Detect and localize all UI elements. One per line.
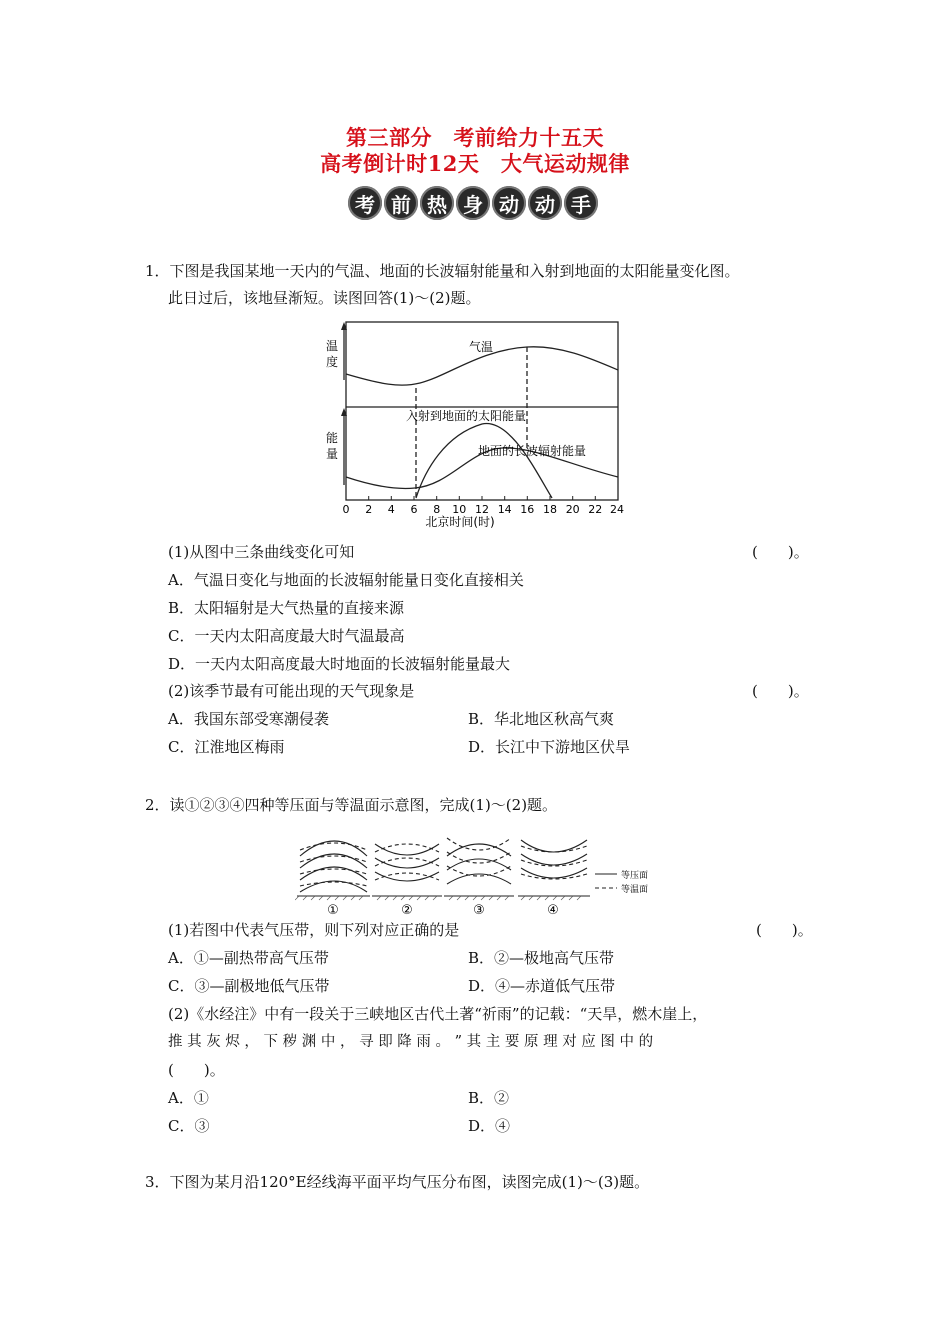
option[interactable]: C．一天内太阳高度最大时气温最高: [168, 627, 405, 645]
panel-1: [297, 841, 370, 896]
legend-dashed-label: 等温面: [621, 885, 649, 895]
x-tick: 18: [543, 503, 557, 516]
option[interactable]: B．太阳辐射是大气热量的直接来源: [168, 599, 405, 617]
q1-stem-line1: 1．下图是我国某地一天内的气温、地面的长波辐射能量和入射到地面的太阳能量变化图。: [145, 262, 740, 280]
y-label-bottom-1: 能: [325, 431, 339, 445]
q2-stem: 2．读①②③④四种等压面与等温面示意图，完成(1)～(2)题。: [145, 796, 558, 814]
q1-figure: [320, 320, 630, 530]
option[interactable]: C．③: [168, 1117, 210, 1135]
option[interactable]: B．华北地区秋高气爽: [468, 710, 615, 728]
curve-solar: [416, 424, 552, 498]
q2-sub1-stem: (1)若图中代表气压带，则下列对应正确的是: [168, 921, 460, 939]
x-tick: 14: [497, 503, 512, 516]
warmup-badge: [348, 186, 598, 222]
legend-solid-label: 等压面: [621, 871, 649, 881]
x-tick: 10: [452, 503, 467, 516]
x-tick: 12: [475, 503, 489, 516]
panel-3: [444, 838, 514, 896]
panel-label: ③: [473, 903, 485, 918]
q2-sub2-line2: 推 其 灰 烬 ， 下 秽 渊 中 ， 寻 即 降 雨 。 ” 其 主 要 原 理 对 应 图 中 的: [168, 1034, 654, 1050]
badge-char: 动: [492, 186, 526, 220]
q1-stem-line2: 此日过后，该地昼渐短。读图回答(1)～(2)题。: [168, 289, 481, 307]
section-title: 第三部分 考前给力十五天: [346, 125, 604, 150]
panel-label: ①: [327, 903, 339, 918]
x-axis-label: 北京时间(时): [425, 515, 495, 529]
q2-figure: [295, 826, 665, 920]
option[interactable]: A．气温日变化与地面的长波辐射能量日变化直接相关: [168, 571, 524, 589]
q1-sub1-stem: (1)从图中三条曲线变化可知: [168, 543, 355, 561]
x-tick: 22: [588, 503, 603, 516]
x-tick: 20: [565, 503, 580, 516]
y-label-bottom-2: 量: [325, 447, 339, 461]
q2-sub2-line1: (2)《水经注》中有一段关于三峡地区古代土著“祈雨”的记载：“天旱，燃木崖上，: [168, 1005, 708, 1023]
option[interactable]: A．我国东部受寒潮侵袭: [168, 710, 329, 728]
badge-char: 手: [564, 186, 598, 220]
option[interactable]: C．③—副极地低气压带: [168, 977, 330, 995]
page-title: 高考倒计时12天 大气运动规律: [320, 151, 630, 176]
x-tick: 0: [342, 503, 350, 516]
x-tick: 8: [433, 503, 441, 516]
x-tick: 4: [387, 503, 395, 516]
q2-sub2-answer[interactable]: ( )。: [168, 1061, 225, 1079]
q3-stem: 3．下图为某月沿120°E经线海平面平均气压分布图，读图完成(1)～(3)题。: [145, 1173, 650, 1191]
q2-sub1-answer[interactable]: ( )。: [756, 921, 813, 939]
x-tick: 2: [365, 503, 373, 516]
x-tick: 24: [610, 503, 624, 516]
option[interactable]: D．长江中下游地区伏旱: [468, 738, 631, 756]
option[interactable]: D．一天内太阳高度最大时地面的长波辐射能量最大: [168, 655, 511, 673]
q1-sub1-answer[interactable]: ( )。: [752, 543, 809, 561]
label-longwave: 地面的长波辐射能量: [478, 444, 587, 458]
option[interactable]: A．①—副热带高气压带: [168, 949, 329, 967]
label-solar: 入射到地面的太阳能量: [406, 409, 527, 423]
panel-4: [518, 840, 590, 896]
badge-char: 动: [528, 186, 562, 220]
option[interactable]: B．②—极地高气压带: [468, 949, 615, 967]
y-label-top-2: 度: [325, 355, 339, 369]
option[interactable]: C．江淮地区梅雨: [168, 738, 285, 756]
option[interactable]: D．④—赤道低气压带: [468, 977, 616, 995]
option[interactable]: D．④: [468, 1117, 511, 1135]
panel-label: ②: [401, 903, 413, 918]
panel-2: [372, 844, 442, 896]
q1-sub2-stem: (2)该季节最有可能出现的天气现象是: [168, 682, 415, 700]
q1-sub2-answer[interactable]: ( )。: [752, 682, 809, 700]
badge-char: 身: [456, 186, 490, 220]
x-tick: 6: [410, 503, 418, 516]
y-label-top-1: 温: [325, 339, 339, 353]
label-temperature: 气温: [469, 340, 494, 354]
badge-char: 热: [420, 186, 454, 220]
badge-char: 考: [348, 186, 382, 220]
option[interactable]: B．②: [468, 1089, 510, 1107]
badge-char: 前: [384, 186, 418, 220]
panel-label: ④: [547, 903, 559, 918]
x-tick: 16: [520, 503, 535, 516]
option[interactable]: A．①: [168, 1089, 209, 1107]
